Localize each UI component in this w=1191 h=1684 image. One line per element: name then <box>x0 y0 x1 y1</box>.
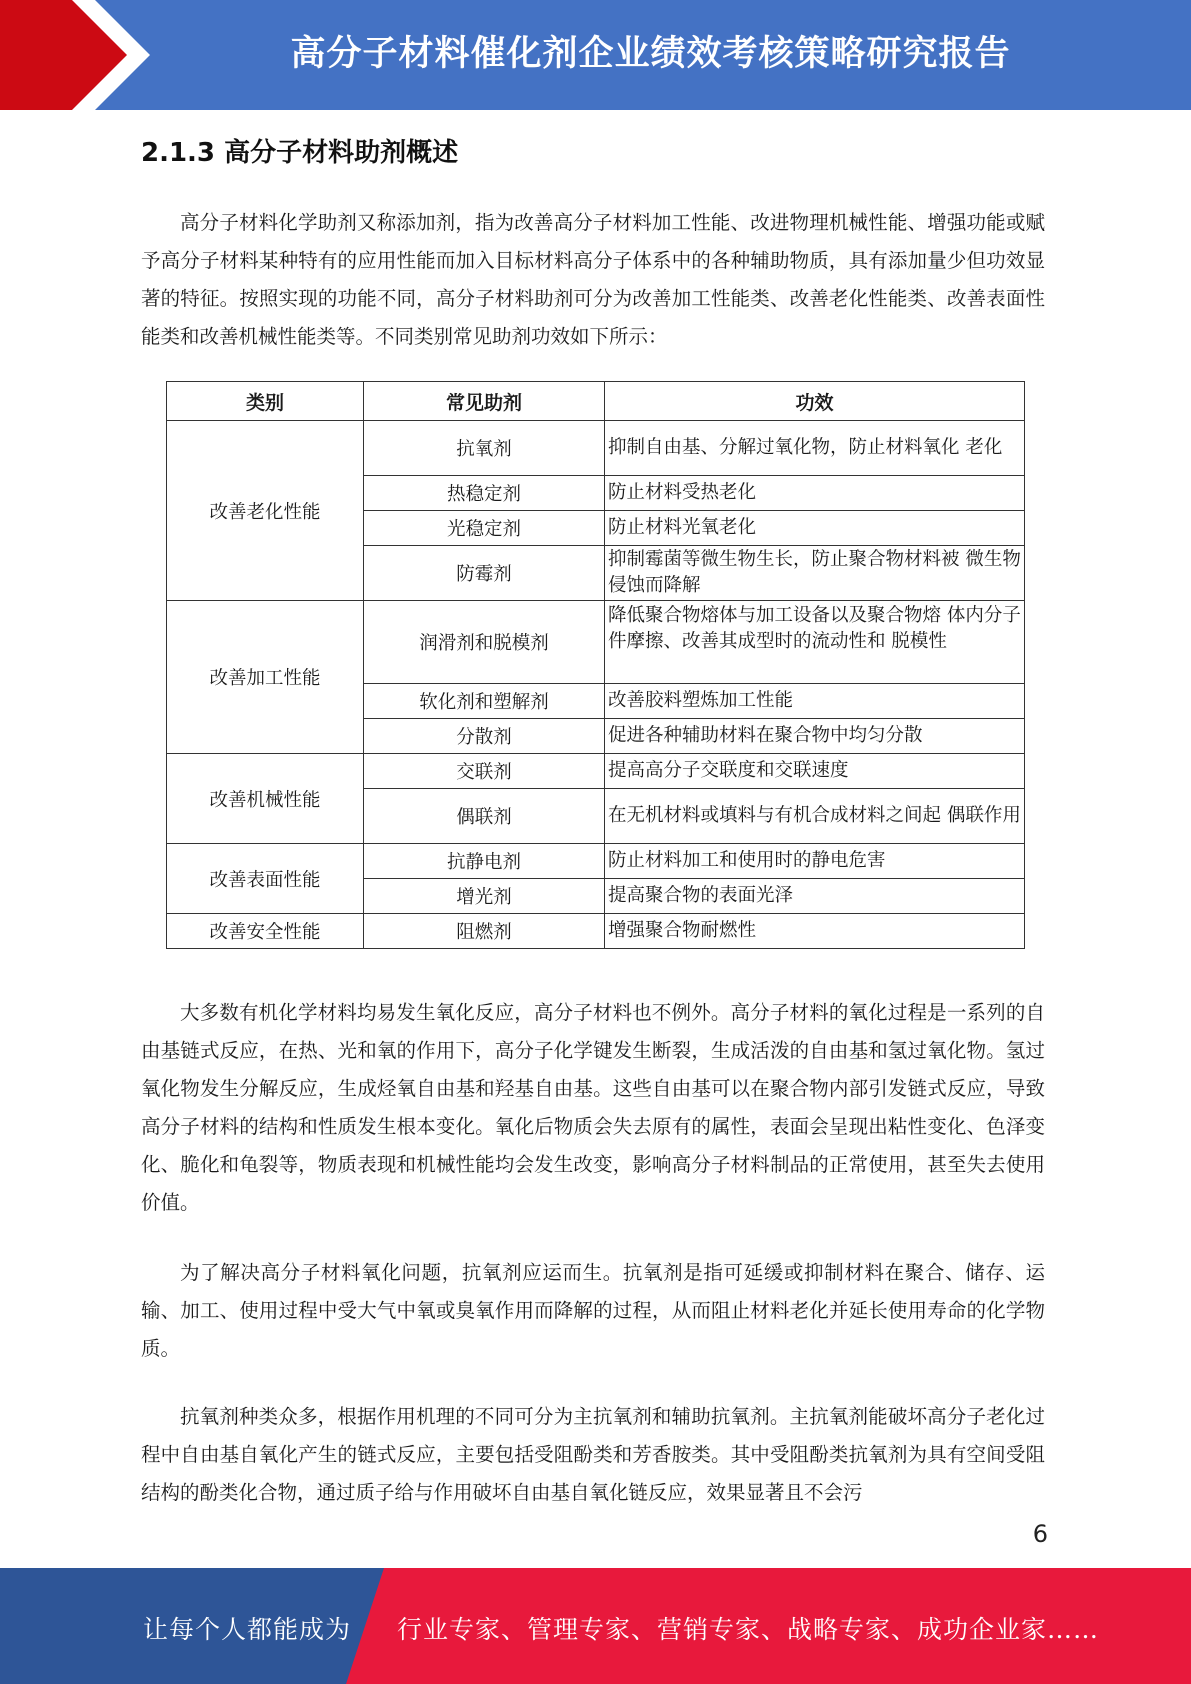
agent-cell: 交联剂 <box>364 754 605 789</box>
agent-cell: 分散剂 <box>364 719 605 754</box>
footer-slogan-right: 行业专家、管理专家、营销专家、战略专家、成功企业家…… <box>397 1615 1100 1644</box>
effect-cell: 降低聚合物熔体与加工设备以及聚合物熔 体内分子件摩擦、改善其成型时的流动性和 脱模性 <box>605 601 1025 684</box>
category-cell: 改善机械性能 <box>167 754 364 844</box>
table-row <box>167 421 1025 476</box>
antioxidant-types-paragraph: 抗氧剂种类众多，根据作用机理的不同可分为主抗氧剂和辅助抗氧剂。主抗氧剂能破坏高分子老化过程中自由基自氧化产生的链式反应，主要包括受阻酚类和芳香胺类。其中受阻酚类抗氧剂为具有空间受阻结构的酚类化合物，通过质子给与作用破坏自由基自氧化链反应，效果显著且不会污 <box>141 1405 1045 1504</box>
category-cell: 改善表面性能 <box>167 844 364 914</box>
agent-cell: 抗静电剂 <box>364 844 605 879</box>
agent-cell: 阻燃剂 <box>364 914 605 949</box>
agent-cell: 热稳定剂 <box>364 476 605 511</box>
effect-cell: 防止材料光氧老化 <box>605 511 1025 546</box>
page-number: 6 <box>1032 1520 1048 1548</box>
agent-cell: 润滑剂和脱模剂 <box>364 601 605 684</box>
header-chevron-decoration <box>0 0 160 110</box>
effect-cell: 在无机材料或填料与有机合成材料之间起 偶联作用 <box>605 789 1025 844</box>
effect-cell: 防止材料加工和使用时的静电危害 <box>605 844 1025 879</box>
header-effect: 功效 <box>605 382 1025 421</box>
oxidation-paragraph: 大多数有机化学材料均易发生氧化反应，高分子材料也不例外。高分子材料的氧化过程是一系列的自由基链式反应，在热、光和氧的作用下，高分子化学键发生断裂，生成活泼的自由基和氢过氧化物。氢过氧化物发生分解反应，生成烃氧自由基和羟基自由基。这些自由基可以在聚合物内部引发链式反应，导致高分子材料的结构和性质发生根本变化。氧化后物质会失去原有的属性，表面会呈现出粘性变化、色泽变化、脆化和龟裂等，物质表现和机械性能均会发生改变，影响高分子材料制品的正常使用，甚至失去使用价值。 <box>141 1001 1045 1214</box>
table-row <box>167 844 1025 879</box>
agent-cell: 偶联剂 <box>364 789 605 844</box>
effect-cell: 提高高分子交联度和交联速度 <box>605 754 1025 789</box>
effect-cell: 防止材料受热老化 <box>605 476 1025 511</box>
intro-paragraph: 高分子材料化学助剂又称添加剂，指为改善高分子材料加工性能、改进物理机械性能、增强功能或赋予高分子材料某种特有的应用性能而加入目标材料高分子体系中的各种辅助物质，具有添加量少但功效显著的特征。按照实现的功能不同，高分子材料助剂可分为改善加工性能类、改善老化性能类、改善表面性能类和改善机械性能类等。不同类别常见助剂功效如下所示： <box>141 211 1045 348</box>
category-cell: 改善安全性能 <box>167 914 364 949</box>
agent-cell: 软化剂和塑解剂 <box>364 684 605 719</box>
agent-cell: 防霉剂 <box>364 546 605 601</box>
header-agent: 常见助剂 <box>364 382 605 421</box>
category-cell: 改善加工性能 <box>167 601 364 754</box>
effect-cell: 提高聚合物的表面光泽 <box>605 879 1025 914</box>
footer-slogan-left: 让每个人都能成为 <box>143 1615 352 1644</box>
report-title: 高分子材料催化剂企业绩效考核策略研究报告 <box>290 34 1011 74</box>
agent-cell: 抗氧剂 <box>364 421 605 476</box>
table-row <box>167 601 1025 684</box>
effect-cell: 增强聚合物耐燃性 <box>605 914 1025 949</box>
page-footer <box>0 1568 1191 1684</box>
agent-cell: 增光剂 <box>364 879 605 914</box>
category-cell: 改善老化性能 <box>167 421 364 601</box>
antioxidant-paragraph: 为了解决高分子材料氧化问题，抗氧剂应运而生。抗氧剂是指可延缓或抑制材料在聚合、储存、运输、加工、使用过程中受大气中氧或臭氧作用而降解的过程，从而阻止材料老化并延长使用寿命的化学物质。 <box>141 1261 1045 1360</box>
effect-cell: 促进各种辅助材料在聚合物中均匀分散 <box>605 719 1025 754</box>
table-row <box>167 754 1025 789</box>
page-header <box>0 0 1191 110</box>
header-category: 类别 <box>167 382 364 421</box>
additives-table <box>166 381 1025 949</box>
section-title: 2.1.3 高分子材料助剂概述 <box>141 138 459 168</box>
table-header-row <box>167 382 1025 421</box>
table-row <box>167 914 1025 949</box>
agent-cell: 光稳定剂 <box>364 511 605 546</box>
effect-cell: 抑制自由基、分解过氧化物，防止材料氧化 老化 <box>605 421 1025 476</box>
effect-cell: 改善胶料塑炼加工性能 <box>605 684 1025 719</box>
effect-cell: 抑制霉菌等微生物生长，防止聚合物材料被 微生物侵蚀而降解 <box>605 546 1025 601</box>
